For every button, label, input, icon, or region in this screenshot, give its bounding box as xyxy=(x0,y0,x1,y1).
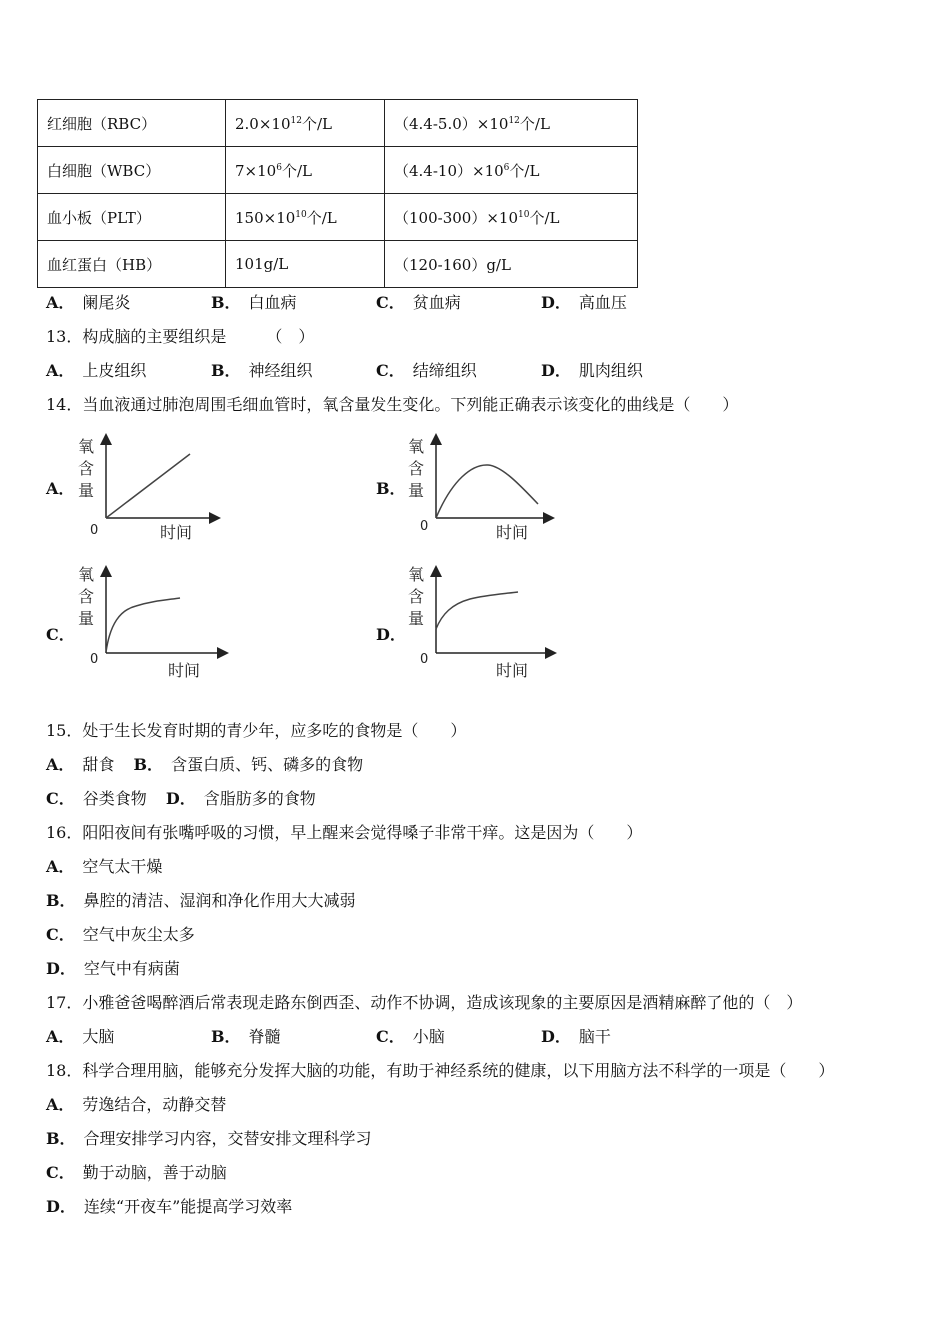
q17-option-a[interactable]: A． 大脑 xyxy=(46,1027,115,1046)
y-label-1: 氧 xyxy=(408,437,425,456)
q13-option-c[interactable]: C． 结缔组织 xyxy=(376,361,477,380)
q14-option-b[interactable]: B． xyxy=(376,479,406,498)
q14-option-a[interactable]: A． xyxy=(46,479,75,498)
q14-graph-b xyxy=(402,430,562,548)
q14-graph-d xyxy=(402,562,562,684)
q12-option-a[interactable]: A． 阑尾炎 xyxy=(46,293,131,312)
x-label: 时间 xyxy=(160,523,193,542)
y-label-3: 量 xyxy=(408,481,425,500)
q18-option-b[interactable]: B． 合理安排学习内容，交替安排文理科学习 xyxy=(46,1129,372,1148)
y-label-3: 量 xyxy=(78,481,95,500)
q13-option-b[interactable]: B． 神经组织 xyxy=(211,361,313,380)
table-cell: 101g/L xyxy=(226,241,385,288)
table-row xyxy=(38,241,638,288)
q16-stem: 16．阳阳夜间有张嘴呼吸的习惯，早上醒来会觉得嗓子非常干痒。这是因为（ ） xyxy=(46,823,643,842)
table-cell: $2.0\times 10^{12}$个/L xyxy=(226,100,385,147)
q12-option-c[interactable]: C． 贫血病 xyxy=(376,293,461,312)
q12-option-b[interactable]: B． 白血病 xyxy=(211,293,297,312)
table-cell: $(100-300)\times 10^{10}$个/L xyxy=(385,194,638,241)
q15-option-d[interactable]: D． 含脂肪多的食物 xyxy=(165,789,316,808)
table-row xyxy=(38,194,638,241)
q16-option-b[interactable]: B． 鼻腔的清洁、湿润和净化作用大大减弱 xyxy=(46,891,356,910)
q13-stem: 13．构成脑的主要组织是 （ ） xyxy=(46,327,315,346)
q12-option-d[interactable]: D． 高血压 xyxy=(541,293,627,312)
curve-line xyxy=(436,592,518,629)
table-cell: 红细胞（RBC） xyxy=(38,100,226,147)
y-label-2: 含 xyxy=(408,459,425,478)
y-label-2: 含 xyxy=(408,587,425,606)
curve-line xyxy=(106,454,190,518)
q14-graph-c xyxy=(72,562,232,684)
table-cell: 血小板（PLT） xyxy=(38,194,226,241)
y-label-3: 量 xyxy=(78,609,95,628)
table-cell: $(4.4-5.0)\times 10^{12}$个/L xyxy=(385,100,638,147)
q14-stem: 14．当血液通过肺泡周围毛细血管时，氧含量发生变化。下列能正确表示该变化的曲线是（ ） xyxy=(46,395,739,414)
q16-option-d[interactable]: D． 空气中有病菌 xyxy=(46,959,180,978)
y-label-1: 氧 xyxy=(78,437,95,456)
table-cell: $150\times 10^{10}$个/L xyxy=(226,194,385,241)
table-cell: 血红蛋白（HB） xyxy=(38,241,226,288)
table-cell: $(4.4-10)\times 10^6$个/L xyxy=(385,147,638,194)
q18-option-c[interactable]: C． 勤于动脑，善于动脑 xyxy=(46,1163,227,1182)
y-label-3: 量 xyxy=(408,609,425,628)
q18-option-d[interactable]: D． 连续“开夜车”能提高学习效率 xyxy=(46,1197,293,1216)
q15-option-a[interactable]: A． 甜食 xyxy=(46,755,115,774)
blood-test-table xyxy=(37,99,638,288)
origin-label: 0 xyxy=(90,523,99,538)
table-cell: （120-160）g/L xyxy=(385,241,638,288)
x-label: 时间 xyxy=(496,523,529,542)
q16-option-c[interactable]: C． 空气中灰尘太多 xyxy=(46,925,195,944)
q13-option-d[interactable]: D． 肌肉组织 xyxy=(541,361,643,380)
q15-stem: 15．处于生长发育时期的青少年，应多吃的食物是（ ） xyxy=(46,721,467,740)
y-label-1: 氧 xyxy=(408,565,425,584)
q15-option-c[interactable]: C． 谷类食物 xyxy=(46,789,147,808)
q17-option-d[interactable]: D． 脑干 xyxy=(541,1027,611,1046)
table-row xyxy=(38,100,638,147)
y-label-2: 含 xyxy=(78,587,95,606)
q14-graph-a xyxy=(72,430,232,548)
y-label-1: 氧 xyxy=(78,565,95,584)
q17-option-b[interactable]: B． 脊髓 xyxy=(211,1027,281,1046)
table-cell: 白细胞（WBC） xyxy=(38,147,226,194)
q18-option-a[interactable]: A． 劳逸结合，动静交替 xyxy=(46,1095,227,1114)
q17-stem: 17．小雅爸爸喝醉酒后常表现走路东倒西歪、动作不协调，造成该现象的主要原因是酒精麻醉了他的（ ） xyxy=(46,993,803,1012)
q13-option-a[interactable]: A． 上皮组织 xyxy=(46,361,147,380)
curve-line xyxy=(436,465,538,518)
q15-option-b[interactable]: B． 含蛋白质、钙、磷多的食物 xyxy=(133,755,364,774)
q14-option-c[interactable]: C． xyxy=(46,625,75,644)
q15-options-line-2 xyxy=(46,788,316,810)
table-row xyxy=(38,147,638,194)
x-label: 时间 xyxy=(496,661,529,680)
q17-option-c[interactable]: C． 小脑 xyxy=(376,1027,445,1046)
origin-label: 0 xyxy=(420,652,429,667)
q15-options-line-1 xyxy=(46,754,363,776)
origin-label: 0 xyxy=(420,519,429,534)
q18-stem: 18．科学合理用脑，能够充分发挥大脑的功能，有助于神经系统的健康，以下用脑方法不科学的一项是（ ） xyxy=(46,1061,835,1080)
q16-option-a[interactable]: A． 空气太干燥 xyxy=(46,857,163,876)
origin-label: 0 xyxy=(90,652,99,667)
curve-line xyxy=(106,598,180,652)
q14-option-d[interactable]: D． xyxy=(376,625,406,644)
y-label-2: 含 xyxy=(78,459,95,478)
table-cell: $7\times 10^6$个/L xyxy=(226,147,385,194)
x-label: 时间 xyxy=(168,661,201,680)
